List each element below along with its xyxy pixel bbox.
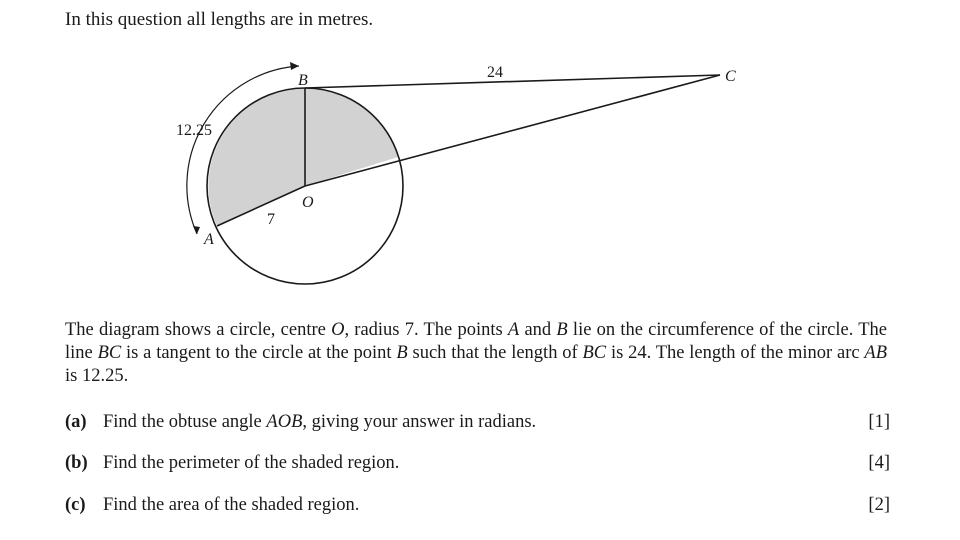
label-radius: 7 xyxy=(267,211,275,228)
part-label: (a) xyxy=(65,412,87,432)
intro-text: In this question all lengths are in metres. xyxy=(65,9,374,30)
label-B: B xyxy=(298,72,308,89)
marks-badge: [4] xyxy=(868,453,890,473)
marks-badge: [1] xyxy=(868,412,890,432)
tangent-BC xyxy=(305,75,720,88)
question-part-b: (b) Find the perimeter of the shaded region. [4] xyxy=(65,453,890,473)
problem-statement: The diagram shows a circle, centre O, radius 7. The points A and B lie on the circumference of the circle. The line BC is a tangent to the circle at the point B such that the length of BC is 24. The length of the minor arc AB is 12.25. xyxy=(65,320,887,386)
part-label: (b) xyxy=(65,453,88,473)
part-label: (c) xyxy=(65,495,86,515)
marks-badge: [2] xyxy=(868,495,890,515)
question-part-a: (a) Find the obtuse angle AOB, giving your answer in radians. [1] xyxy=(65,412,890,432)
question-part-c: (c) Find the area of the shaded region. [2] xyxy=(65,495,890,515)
label-O: O xyxy=(302,194,314,211)
label-C: C xyxy=(725,68,736,85)
label-arc-length: 12.25 xyxy=(176,122,212,139)
label-A: A xyxy=(204,231,214,248)
arc-arrowhead-top xyxy=(290,62,299,70)
label-length-BC: 24 xyxy=(487,64,503,81)
arc-arrowhead-bottom xyxy=(193,226,200,234)
